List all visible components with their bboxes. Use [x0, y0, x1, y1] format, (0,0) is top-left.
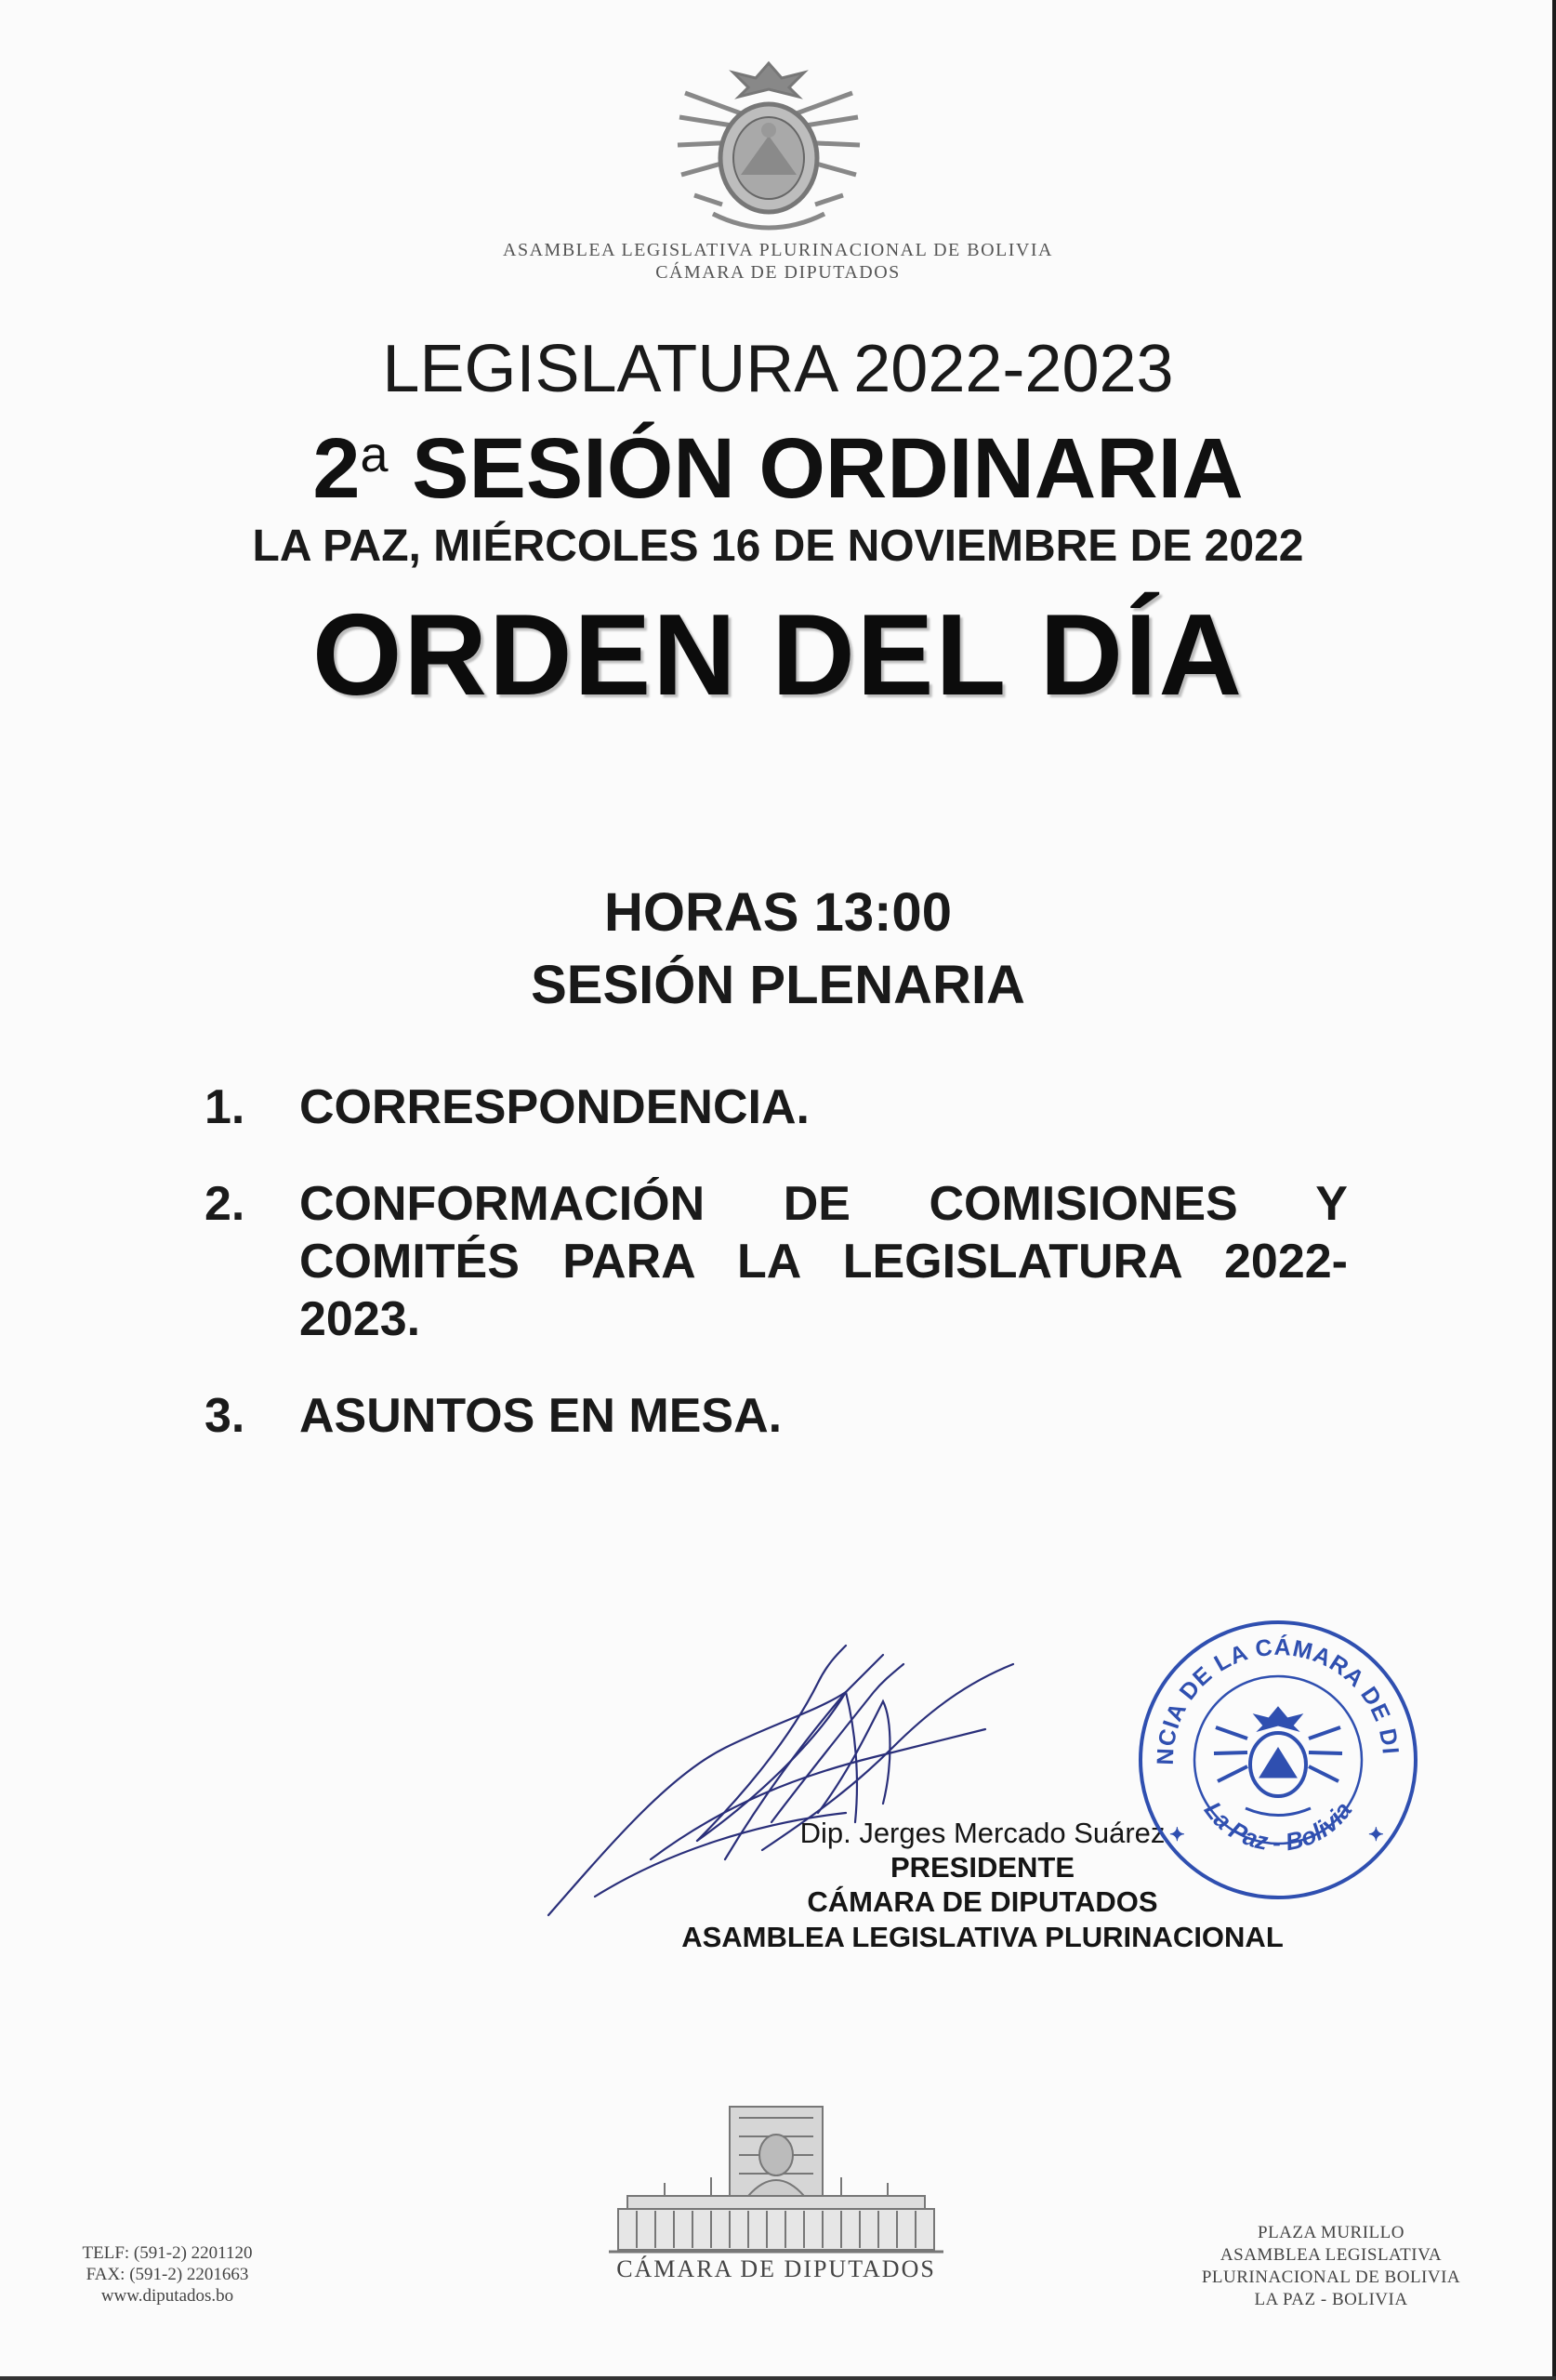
signer-assembly: ASAMBLEA LEGISLATIVA PLURINACIONAL: [681, 1921, 1284, 1953]
svg-text:PRESIDENCIA DE LA CÁMARA DE DI: [1136, 1618, 1404, 1765]
footer-website: www.diputados.bo: [100, 2286, 234, 2306]
agenda-list: [204, 1078, 1376, 1484]
footer-address-line: ASAMBLEA LEGISLATIVA: [1220, 2245, 1443, 2265]
footer-fax: FAX: (591-2) 2201663: [86, 2265, 249, 2284]
page-edge-bottom: [0, 2376, 1556, 2380]
signer-role: PRESIDENTE: [890, 1851, 1075, 1884]
session-date: LA PAZ, MIÉRCOLES 16 DE NOVIEMBRE DE 2022: [252, 522, 1304, 571]
footer-address-line: PLURINACIONAL DE BOLIVIA: [1201, 2268, 1461, 2287]
agenda-item-text: CORRESPONDENCIA.: [299, 1080, 810, 1134]
session-time: HORAS 13:00: [604, 882, 952, 943]
seal-bottom-text: La Paz - Bolivia: [1198, 1796, 1358, 1857]
footer-contact: [56, 2242, 279, 2307]
bolivia-coat-of-arms-icon: [657, 56, 880, 242]
footer-address-line: LA PAZ - BOLIVIA: [1254, 2290, 1408, 2309]
agenda-item-text: ASUNTOS EN MESA.: [299, 1389, 783, 1443]
signer-chamber: CÁMARA DE DIPUTADOS: [807, 1885, 1158, 1918]
page-edge-right: [1552, 0, 1556, 2380]
agenda-item-text: CONFORMACIÓN DE COMISIONES Y COMITÉS PARA LA LEGISLATURA 2022-2023.: [299, 1177, 1348, 1346]
agenda-item-number: 2.: [204, 1177, 245, 1231]
agenda-item: [204, 1175, 1376, 1348]
session-number: 2: [312, 421, 361, 516]
svg-text:✦: ✦: [1169, 1825, 1185, 1845]
agenda-item-number: 3.: [204, 1389, 245, 1443]
footer-address-line: PLAZA MURILLO: [1258, 2223, 1404, 2242]
footer-building-label: CÁMARA DE DIPUTADOS: [616, 2255, 936, 2282]
seal-top-text: NCIA DE LA CÁMARA DE DI: [1152, 1633, 1404, 1765]
agenda-item: [204, 1078, 1376, 1136]
institution-name: ASAMBLEA LEGISLATIVA PLURINACIONAL DE BOLIVIA: [503, 240, 1053, 260]
svg-text:✦: ✦: [1368, 1825, 1384, 1845]
footer-address: [1173, 2222, 1489, 2311]
legislatura-title: LEGISLATURA 2022-2023: [382, 332, 1174, 406]
session-type: SESIÓN PLENARIA: [531, 955, 1025, 1015]
session-title: [0, 420, 1556, 518]
chamber-name: CÁMARA DE DIPUTADOS: [655, 262, 901, 283]
agenda-item-number: 1.: [204, 1080, 245, 1134]
svg-text:La Paz - Bolivia: [1199, 1796, 1358, 1857]
official-seal-stamp: [1136, 1618, 1420, 1902]
footer-phone: TELF: (591-2) 2201120: [82, 2243, 253, 2263]
session-label: SESIÓN ORDINARIA: [412, 421, 1244, 516]
session-ordinal-suffix: a: [360, 427, 389, 483]
agenda-item: [204, 1387, 1376, 1445]
signer-name: Dip. Jerges Mercado Suárez: [799, 1817, 1166, 1849]
orden-del-dia-heading: ORDEN DEL DÍA: [311, 591, 1244, 720]
